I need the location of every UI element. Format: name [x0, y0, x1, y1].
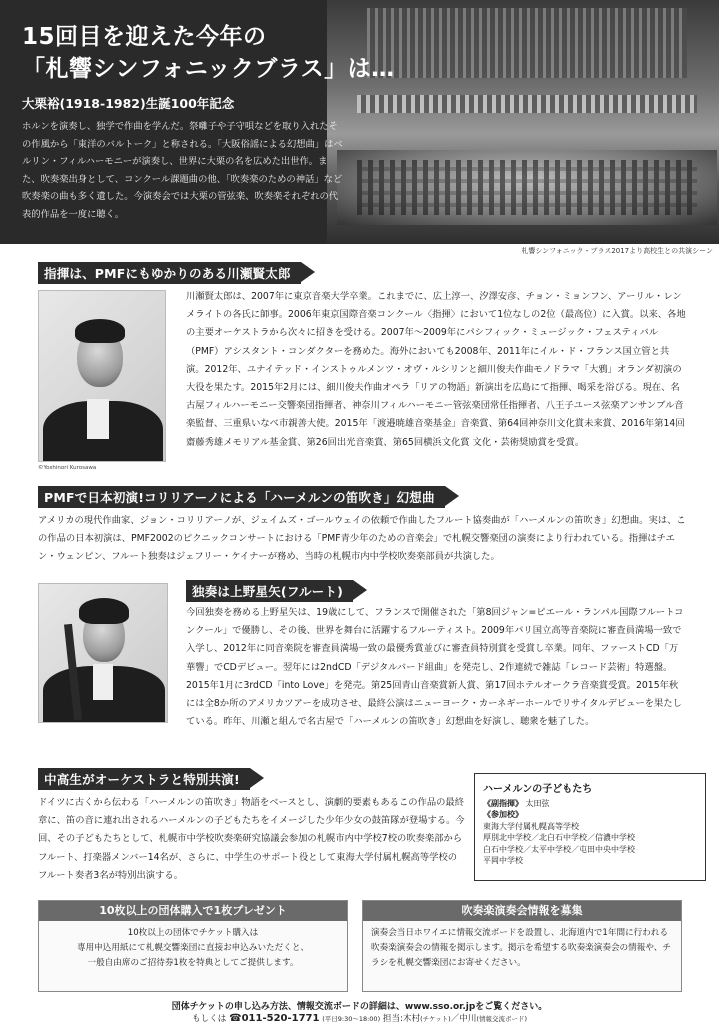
group-purchase-line: 10枚以上の団体でチケット購入は: [127, 928, 259, 938]
contact-board-label: (情報交流ボード): [476, 1015, 527, 1023]
kids-school-line: 東海大学付属札幌高等学校: [483, 821, 579, 831]
header-title-line2: 「札響シンフォニックブラス」は…: [22, 56, 395, 82]
kids-conductor-name: 太田弦: [525, 799, 550, 808]
brass-info-title: 吹奏楽演奏会情報を募集: [363, 901, 681, 921]
phone-number[interactable]: ☎011-520-1771: [229, 1013, 320, 1024]
footer-prefix: もしくは: [192, 1014, 227, 1024]
footer-contact-line: [0, 1012, 719, 1024]
students-heading: 中高生がオーケストラと特別共演!: [38, 768, 250, 790]
conductor-photo: [38, 290, 166, 462]
hall-balcony: [357, 95, 697, 113]
organ-pipes: [367, 8, 687, 78]
group-purchase-line: 一般自由席のご招待券1枚を特典としてご提供します。: [87, 958, 299, 968]
conductor-photo-credit: ©Yoshinori Kurosawa: [38, 465, 97, 471]
brass-info-box: [362, 900, 682, 992]
hall-photo-caption: 札響シンフォニック・ブラス2017より高校生との共演シーン: [521, 247, 713, 255]
contact-person: 担当:木村: [382, 1014, 421, 1024]
soloist-body-text: 今回独奏を務める上野星矢は、19歳にして、フランスで開催された「第8回ジャン=ピエール・ランパル国際フルートコンクール」で優勝し、その後、世界を舞台に活躍するフルーティスト。2009年パリ国立高等音楽院に審査員満場一致で入学し、2012年に同音楽院を審査員満場一致の最優秀賞並びに審査員特別賞を受賞し卒業。同年、ファーストCD「万華響」でCDデビュー。翌年には2ndCD「デジタルバード組曲」を発売し、2作連続で雑誌「レコード芸術」特選盤。2015年1月に3rdCD「into Love」を発売。第25回青山音楽賞新人賞、第17回ホテルオークラ音楽賞受賞。2015年秋には全8か所のアメリカツアーを成功させ、最終公演はニューヨーク・カーネギーホールでリサイタルデビューを果たしている。昨年、川瀬と組んで名古屋で「ハーメルンの笛吹き」幻想曲を好演し、聴衆を魅了した。: [186, 607, 684, 728]
header-title-line1: 15回目を迎えた今年の: [22, 24, 267, 50]
footer-info-line: 団体チケットの申し込み方法、情報交流ボードの詳細は、www.sso.or.jpをご覧ください。: [171, 1002, 548, 1012]
kids-box-title: ハーメルンの子どもたち: [483, 784, 593, 795]
kids-info-box: [474, 773, 706, 881]
contact-person-2: ／中川: [450, 1014, 477, 1024]
group-purchase-title: 10枚以上の団体購入で1枚プレゼント: [39, 901, 347, 921]
group-purchase-line: 専用申込用紙にて札幌交響楽団に直接お申込みいただくと、: [76, 943, 310, 953]
piper-heading: PMFで日本初演!コリリアーノによる「ハーメルンの笛吹き」幻想曲: [38, 486, 445, 508]
header-banner: [0, 0, 719, 244]
soloist-photo: [38, 583, 168, 723]
concert-hall-photo: [327, 0, 719, 244]
header-subtitle: 大栗裕(1918-1982)生誕100年記念: [22, 96, 235, 111]
soloist-heading: 独奏は上野星矢(フルート): [186, 580, 353, 602]
header-body-text: ホルンを演奏し、独学で作曲を学んだ。祭囃子や子守唄などを取り入れたその作風から「東洋のバルトーク」と称される。「大阪俗謡による幻想曲」はベルリン・フィルハーモニーが演奏し、世界に大栗の名を広めた出世作。また、吹奏楽出身として、コンクール課題曲の他、「吹奏楽のための神話」など吹奏楽の曲も多く遺した。今演奏会では大栗の管弦楽、吹奏楽それぞれの代表的作品を一度に聴く。: [22, 121, 343, 220]
kids-school-line: 白石中学校／太平中学校／屯田中央中学校: [483, 844, 635, 854]
group-purchase-box: [38, 900, 348, 992]
kids-schools-label: 《参加校》: [483, 810, 523, 820]
brass-info-text: 演奏会当日ホワイエに情報交流ボードを設置し、北海道内で1年間に行われる吹奏楽演奏会の情報を掲示します。掲示を希望する吹奏楽演奏会の情報や、チラシを札幌交響楽団にお寄せください。: [371, 928, 671, 968]
office-hours: (平日9:30〜18:00): [322, 1015, 381, 1023]
students-body-text: ドイツに古くから伝わる「ハーメルンの笛吹き」物語をベースとし、演劇的要素もあるこの作品の最終章に、笛の音に連れ出されるハーメルンの子どもたちをイメージした少年少女の鼓笛隊が登場する。今回、その子どもたちとして、札幌市中学校吹奏楽研究協議会参加の札幌市内中学校7校の吹奏楽部からフルート、打楽器メンバー14名が、さらに、中学生のサポート役として東海大学付属札幌高等学校のフルート奏者3名が特別出演する。: [38, 797, 465, 881]
kids-school-line: 平岡中学校: [483, 856, 523, 866]
conductor-heading: 指揮は、PMFにもゆかりのある川瀬賢太郎: [38, 262, 301, 284]
orchestra-players: [357, 160, 697, 215]
contact-ticket-label: (チケット): [420, 1015, 451, 1023]
conductor-body-text: 川瀬賢太郎は、2007年に東京音楽大学卒業。これまでに、広上淳一、汐澤安彦、チョン・ミョンフン、アーリル・レンメライトの各氏に師事。2006年東京国際音楽コンクール〈指揮〉において1位なしの2位（最高位）に入賞。以来、各地の主要オーケストラから次々に招きを受ける。2007年〜2009年にパシフィック・ミュージック・フェスティバル（PMF）アシスタント・コンダクターを務めた。海外においても2008年、2011年にイル・ド・フランス国立管と共演。2012年、ユナイテッド・インストゥルメンツ・オヴ・ルシリンと細川俊夫作曲モノドラマ「大鴉」オランダ初演の大役を果たす。2015年2月には、細川俊夫作曲オペラ「リアの物語」新演出を広島にて指揮、喝采を浴びる。現在、名古屋フィルハーモニー交響楽団指揮者、神奈川フィルハーモニー管弦楽団常任指揮者、八王子ユース弦楽アンサンブル音楽監督、三重県いなべ市親善大使。2015年「渡邉暁雄音楽基金」音楽賞、第64回神奈川文化賞未来賞、2016年第14回齋藤秀雄メモリアル基金賞、第26回出光音楽賞、第65回横浜文化賞 文化・芸術奨励賞を受賞。: [186, 291, 686, 448]
kids-conductor-label: 《副指揮》: [483, 799, 523, 808]
piper-body-text: アメリカの現代作曲家、ジョン・コリリアーノが、ジェイムズ・ゴールウェイの依頼で作曲したフルート協奏曲が「ハーメルンの笛吹き」幻想曲。実は、この作品の日本初演は、PMF2002のピクニックコンサートにおける「PMF青少年のための音楽会」で札幌交響楽団の演奏により行われている。指揮はチエン・ウェンピン、フルート独奏はジェフリー・ケイナーが務め、当時の札幌市内中学校吹奏楽部員が共演した。: [38, 515, 686, 563]
kids-school-line: 厚別北中学校／北白石中学校／信濃中学校: [483, 833, 635, 843]
